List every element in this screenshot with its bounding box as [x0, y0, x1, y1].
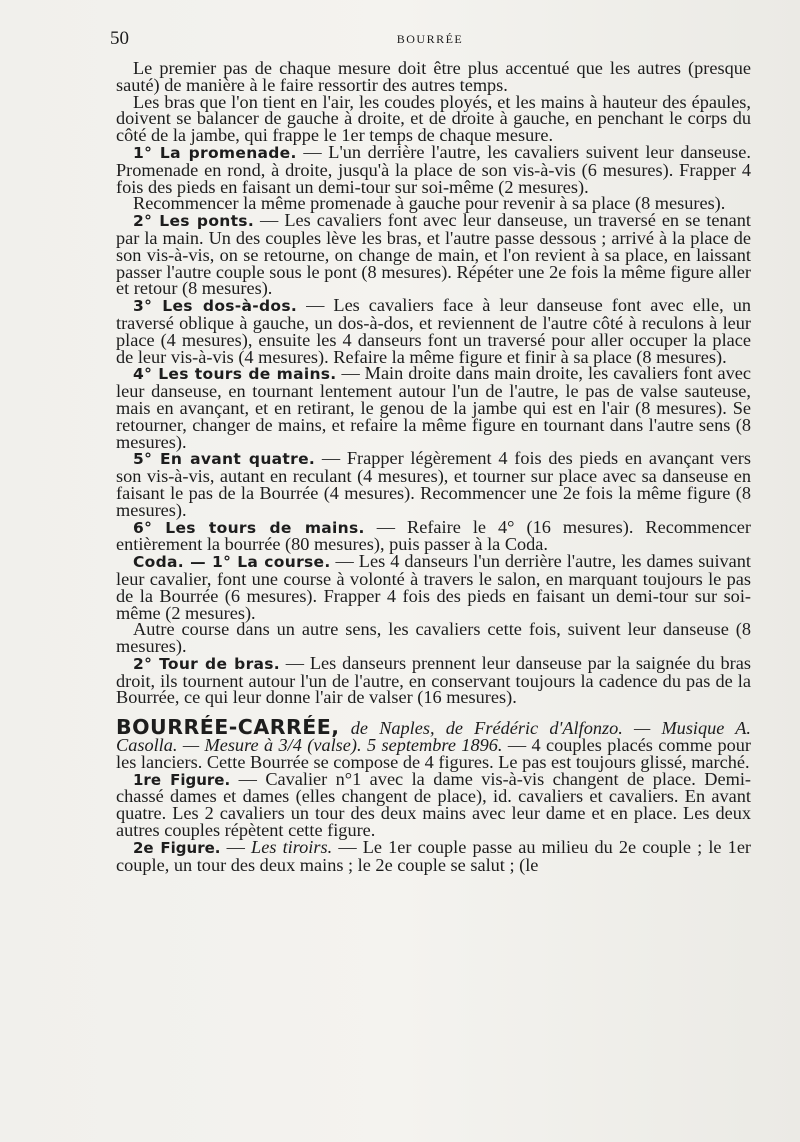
section-tours-de-mains: 4° Les tours de mains. — Main droite dans main droite, les cavaliers font avec leur danseuse, en tournant lentement autour l'un de l'autre, le pas de valse sauteuse, mais en avançant, et en retirant, le genou de la jambe qui est en l'air (8 mesures). Se retourner, changer de mains, et refaire la même figure en tournant dans l'autre sens (8 mesures). [116, 363, 751, 452]
section-dos-a-dos: 3° Les dos-à-dos. — Les cavaliers face à leur danseuse font avec elle, un traversé oblique à gauche, un dos-à-dos, et reviennent de l'autre côté à reculons à leur place (4 mesures), ensuite les 4 danseurs font un traversé pour aller occuper la place de leur vis-à-vis (4 mesures). Refaire la même figure et finir à sa place (8 mesures). [116, 295, 751, 367]
figure-subtitle: Les tiroirs. [251, 836, 333, 857]
figure-heading: 1re Figure. [133, 770, 231, 789]
section-coda: Coda. — 1° La course. — Les 4 danseurs l'un derrière l'autre, les dames suivant leur cavalier, font une course à volonté à travers le salon, en marquant toujours le pas de la Bourrée (6 mesures). Frapper 4 fois des pieds en faisant un demi-tour sur soi-même (2 mesures). [116, 551, 751, 623]
dance-title: BOURRÉE-CARRÉE, [116, 715, 340, 740]
section-heading: Coda. — 1° La course. [133, 553, 331, 572]
section-heading: 6° Les tours de mains. [133, 518, 365, 537]
paragraph: Les bras que l'on tient en l'air, les coudes ployés, et les mains à hauteur des épaules, doivent se balancer de gauche à droite, et de droite à gauche, en penchant le corps du côté de la jambe, qui frappe le 1er temps de chaque mesure. [116, 91, 751, 146]
section-tour-de-bras: 2° Tour de bras. — Les danseurs prennent leur danseuse par la saignée du bras droit, ils tournent autour l'un de l'autre, en conservant toujours la cadence du pas de la Bourrée, ce qui leur donne l'air de valser (16 mesures). [116, 652, 751, 708]
page-number: 50 [110, 28, 129, 49]
running-header [110, 28, 750, 50]
section-ponts: 2° Les ponts. — Les cavaliers font avec leur danseuse, un traversé en se tenant par la main. Un des couples lève les bras, et l'autre passe dessous ; arrivé à la place de son vis-à-vis, on se retourne, on change de main, et l'on revient à sa place, en laissant passer l'autre couple sous le pont (8 mesures). Répéter une 2e fois la même figure aller et retour (8 mesures). [116, 210, 751, 299]
paragraph: Autre course dans un autre sens, les cavaliers cette fois, suivent leur danseuse (8 mesures). [116, 619, 751, 657]
section-heading: 2° Les ponts. [133, 212, 255, 231]
page-body [116, 60, 751, 873]
section-tours-de-mains-2: 6° Les tours de mains. — Refaire le 4° (16 mesures). Recommencer entièrement la bourrée (80 mesures), puis passer à la Coda. [116, 516, 751, 555]
dance-subtitle: de Naples, de Frédéric d'Alfonzo. — Musique A. Casolla. — Mesure à 3/4 (valse). 5 septembre 1896. [116, 718, 751, 756]
section-heading: 2° Tour de bras. [133, 654, 280, 673]
figure-1: 1re Figure. — Cavalier n°1 avec la dame vis-à-vis changent de place. Demi-chassé dames et dames (elles changent de place), id. cavaliers et cavaliers. En avant quatre. Les 2 cavaliers un tour des deux mains avec leur dame et en place. Les deux autres couples répètent cette figure. [116, 768, 751, 841]
running-title: BOURRÉE [396, 32, 464, 46]
section-heading: 4° Les tours de mains. [133, 365, 337, 384]
section-en-avant-quatre: 5° En avant quatre. — Frapper légèrement 4 fois des pieds en avançant vers son vis-à-vis, autant en reculant (4 mesures), et tourner sur place avec sa danseuse en faisant le pas de la Bourrée (4 mesures). Recommencer une 2e fois la même figure (8 mesures). [116, 448, 752, 520]
paragraph: Recommencer la même promenade à gauche pour revenir à sa place (8 mesures). [133, 193, 726, 214]
section-heading: 3° Les dos-à-dos. [133, 297, 298, 316]
paragraph: Le premier pas de chaque mesure doit être plus accentué que les autres (presque sauté) de manière à le faire ressortir des autres temps. [116, 58, 751, 95]
section-promenade: 1° La promenade. — L'un derrière l'autre, les cavaliers suivent leur danseuse. Promenade en rond, à droite, jusqu'à la place de son vis-à-vis (6 mesures). Frapper 4 fois des pieds en faisant un demi-tour sur soi-même (2 mesures). [116, 141, 751, 197]
figure-heading: 2e Figure. [133, 838, 221, 857]
bourree-carree-intro: BOURRÉE-CARRÉE, de Naples, de Frédéric d'Alfonzo. — Musique A. Casolla. — Mesure à 3/4 (valse). 5 septembre 1896. — 4 couples placés comme pour les lanciers. Cette Bourrée se compose de 4 figures. Le pas est toujours glissé, marché. [116, 715, 751, 772]
section-heading: 5° En avant quatre. [133, 450, 316, 469]
figure-2: 2e Figure. — Les tiroirs. — Le 1er couple passe au milieu du 2e couple ; le 1er couple, un tour des deux mains ; le 2e couple se salut ; (le [116, 836, 752, 875]
section-heading: 1° La promenade. [133, 143, 297, 162]
